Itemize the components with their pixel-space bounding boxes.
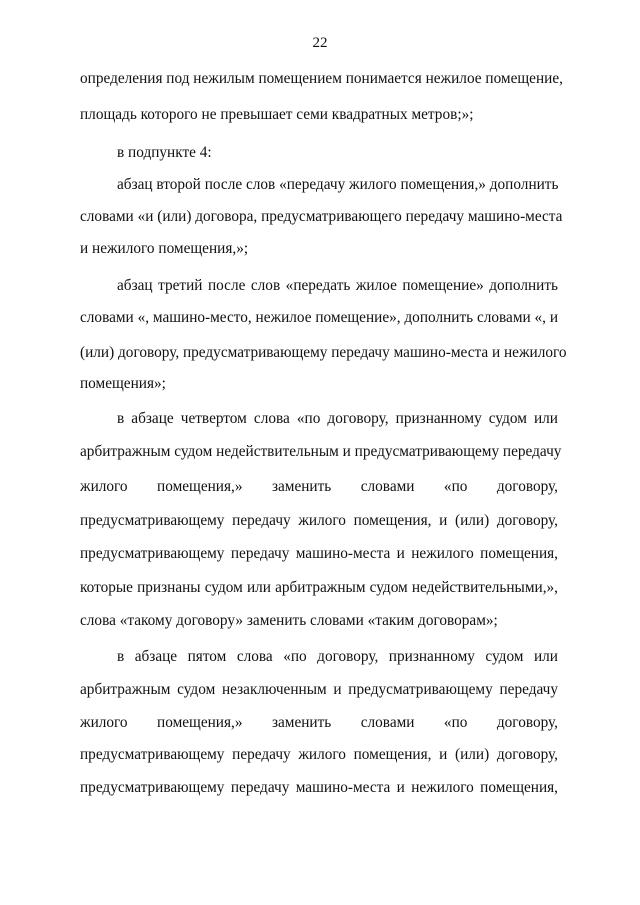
- text-line: в абзаце пятом слова «по договору, признанному судом или: [117, 648, 558, 665]
- text-line: абзац третий после слов «передать жилое помещение» дополнить: [117, 277, 558, 294]
- text-line: жилого помещения,» заменить словами «по договору,: [80, 478, 558, 495]
- text-line: (или) договору, предусматривающему передачу машино-места и нежилого: [80, 344, 567, 361]
- text-line: арбитражным судом недействительным и предусматривающему передачу: [80, 443, 562, 460]
- text-line: арбитражным судом незаключенным и предусматривающему передачу: [80, 681, 558, 698]
- text-line: предусматривающему передачу жилого помещения, и (или) договору,: [80, 746, 558, 763]
- text-line: предусматривающему передачу машино-места и нежилого помещения,: [80, 779, 558, 796]
- text-line: жилого помещения,» заменить словами «по договору,: [80, 714, 558, 731]
- text-line: абзац второй после слов «передачу жилого помещения,» дополнить: [117, 176, 559, 193]
- page-number: 22: [312, 35, 328, 51]
- text-line: слова «такому договору» заменить словами «таким договорам»;: [80, 612, 498, 629]
- text-line: которые признаны судом или арбитражным судом недействительными,»,: [80, 579, 558, 596]
- text-line: словами «и (или) договора, предусматривающего передачу машино-места: [80, 208, 563, 225]
- text-line: словами «, машино-место, нежилое помещение», дополнить словами «, и: [80, 309, 559, 326]
- text-line: и нежилого помещения,»;: [80, 240, 249, 257]
- text-line: предусматривающему передачу машино-места и нежилого помещения,: [80, 545, 558, 562]
- text-line: определения под нежилым помещением понимается нежилое помещение,: [80, 70, 563, 87]
- text-line: помещения»;: [80, 375, 166, 392]
- text-line: в абзаце четвертом слова «по договору, признанному судом или: [117, 410, 558, 427]
- text-line: в подпункте 4:: [117, 144, 212, 161]
- text-line: площадь которого не превышает семи квадратных метров;»;: [80, 106, 474, 123]
- text-line: предусматривающему передачу жилого помещения, и (или) договору,: [80, 512, 558, 529]
